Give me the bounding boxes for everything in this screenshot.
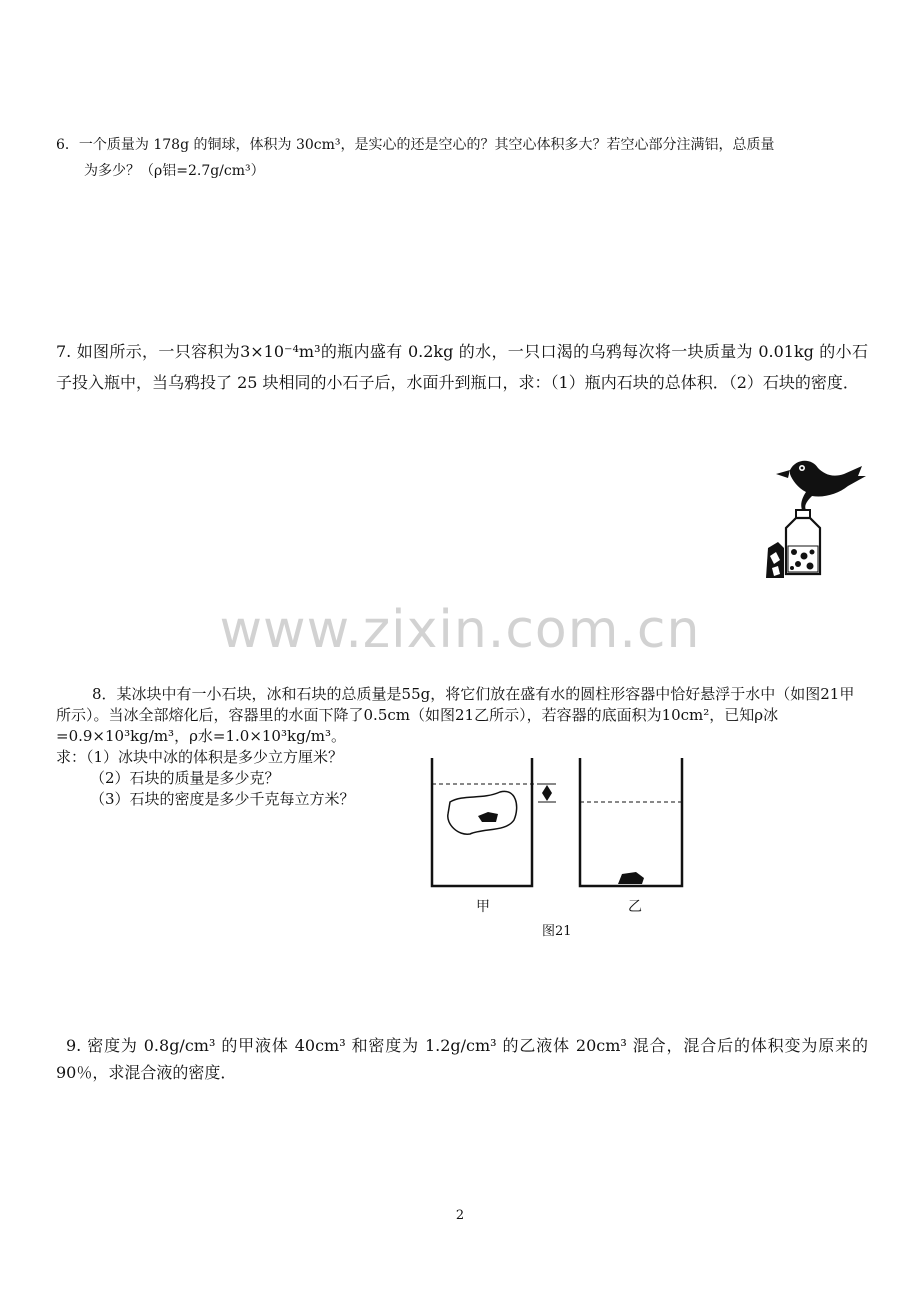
figure-caption: 图21 — [542, 924, 572, 939]
figure-21-diagram — [424, 754, 694, 890]
question-8-ask1: 求：（1）冰块中冰的体积是多少立方厘米？ — [56, 748, 344, 766]
figure-label-yi: 乙 — [628, 899, 642, 915]
ice-block — [448, 791, 517, 834]
stone-on-bottom — [618, 872, 644, 884]
crow-bottle-illustration — [762, 452, 868, 582]
question-6-line2: 为多少？（ρ铝=2.7g/cm³） — [84, 163, 265, 179]
question-6-line1: 6．一个质量为 178g 的铜球，体积为 30cm³，是实心的还是空心的？其空心体积多大？若空心部分注满铝，总质量 — [56, 137, 775, 153]
question-8-ask3: （3）石块的密度是多少千克每立方米？ — [90, 790, 355, 808]
question-9 — [56, 1032, 868, 1086]
watermark: www.zixin.com.cn — [219, 600, 701, 660]
page-number: 2 — [455, 1208, 465, 1223]
question-7: 7. 如图所示，一只容积为3×10⁻⁴m³的瓶内盛有 0.2kg 的水，一只口渴的乌鸦每次将一块质量为 0.01kg 的小石子投入瓶中，当乌鸦投了 25 块相同的小石子后，水面升到瓶口，求：（1）瓶内石块的总体积．（2）石块的密度． — [56, 342, 868, 392]
question-8-text: 8．某冰块中有一小石块，冰和石块的总质量是55g，将它们放在盛有水的圆柱形容器中恰好悬浮于水中（如图21甲所示）。当冰全部熔化后，容器里的水面下降了0.5cm（如图21乙所示），若容器的底面积为10cm²，已知ρ冰=0.9×10³kg/m³，ρ水=1.0×10³kg/m³。 — [56, 685, 855, 745]
question-9-text: 9. 密度为 0.8g/cm³ 的甲液体 40cm³ 和密度为 1.2g/cm³ 的乙液体 20cm³ 混合，混合后的体积变为原来的 90％，求混合液的密度． — [56, 1036, 868, 1082]
figure-label-jia: 甲 — [476, 899, 490, 915]
question-6 — [56, 132, 868, 184]
question-8-ask2: （2）石块的质量是多少克？ — [90, 769, 280, 787]
